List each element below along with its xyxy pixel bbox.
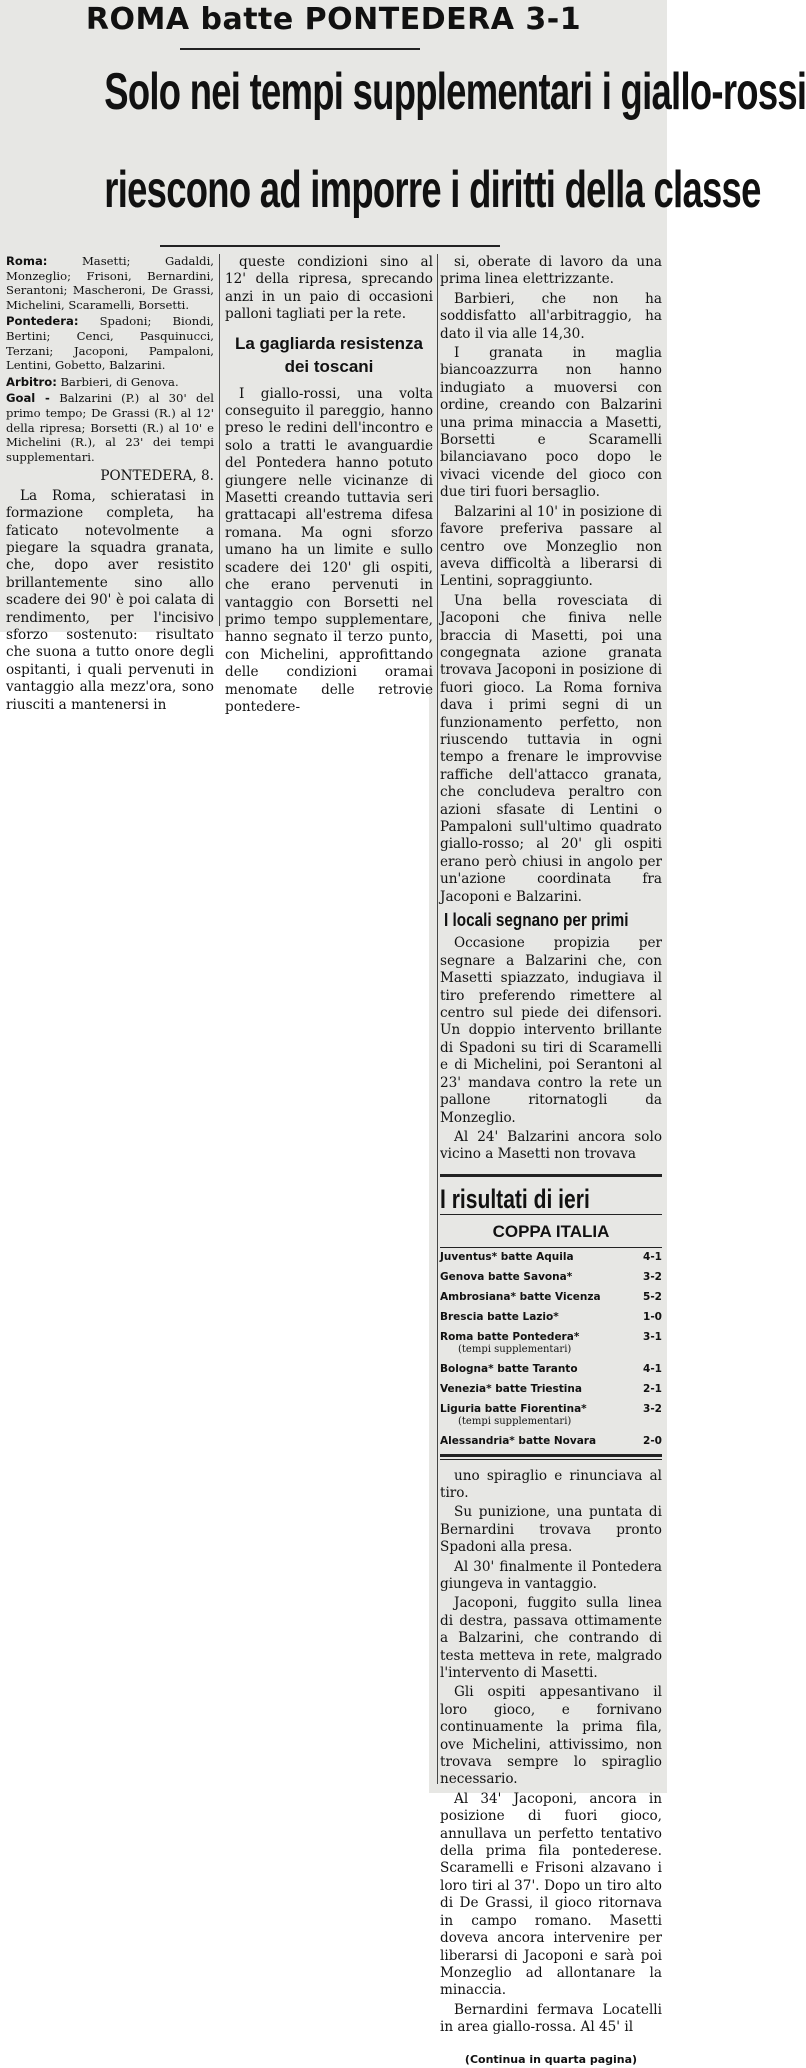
paragraph: Jacoponi, fuggito sulla linea di destra, passava ottimamente a Balzarini, che contrando di testa metteva in rete, malgrado l'intervento di Masetti.: [440, 1595, 662, 1681]
result-note: (tempi supplementari): [458, 1343, 572, 1355]
result-score: 3-1: [643, 1330, 662, 1343]
paragraph: Gli ospiti appesantivano il loro gioco, e fornivano continuamente la prima fila, ove Michelini, attivissimo, non trovava sempre lo spiraglio necessario.: [440, 1684, 662, 1788]
paragraph: Su punizione, una puntata di Bernardini trovava pronto Spadoni alla presa.: [440, 1504, 662, 1556]
paragraph: Al 30' finalmente il Pontedera giungeva in vantaggio.: [440, 1558, 662, 1592]
result-score: 4-1: [643, 1362, 662, 1375]
result-row: [440, 1310, 662, 1324]
paragraph: I granata in maglia biancoazzurra non hanno indugiato a muoversi con ordine, creando con Balzarini una prima minaccia a Masetti, Borsetti e Scaramelli bilanciavano poco dopo le vivaci vicende del gioco con due tiri fuori bersaglio.: [440, 345, 662, 501]
headline-rule: [160, 245, 500, 247]
paragraph: uno spiraglio e rinunciava al tiro.: [440, 1467, 662, 1501]
result-score: 1-0: [643, 1310, 662, 1323]
paragraph: Bernardini fermava Locatelli in area giallo-rossa. Al 45' il: [440, 2001, 662, 2036]
section-rule: [440, 1247, 662, 1248]
results-title: I risultati di ieri: [440, 1183, 590, 1214]
result-match: Juventus* batte Aquila: [440, 1250, 574, 1263]
result-row: [440, 1382, 662, 1396]
section-rule: [440, 1459, 662, 1460]
result-match: Alessandria* batte Novara: [440, 1434, 597, 1447]
paragraph: Barbieri, che non ha soddisfatto all'arbitraggio, ha dato il via alle 14,30.: [440, 290, 662, 342]
headline-line-1: Solo nei tempi supplementari i giallo-rossi: [104, 63, 806, 121]
headline-line-2: riescono ad imporre i diritti della classe: [104, 161, 761, 219]
result-score: 5-2: [643, 1290, 662, 1303]
section-rule: [440, 1174, 662, 1177]
kicker-title: ROMA batte PONTEDERA 3-1: [85, 2, 582, 37]
column-divider: [219, 254, 220, 626]
subheading: I locali segnano per primi: [444, 910, 629, 931]
column-1: [6, 254, 214, 716]
paragraph: Balzarini al 10' in posizione di favore preferiva passare al centro ove Monzeglio non aveva difficoltà a liberarsi di Lentini, sopraggiunto.: [440, 503, 662, 590]
result-match: Genova batte Savona*: [440, 1270, 573, 1283]
section-rule: [440, 1454, 662, 1457]
lineup-arbitro: Arbitro: Barbieri, di Genova.: [6, 374, 179, 389]
paragraph: Al 34' Jacoponi, ancora in posizione di fuori gioco, annullava un perfetto tentativo della prima fila pontederese. Scaramelli e Frisoni alzavano i loro tiri al 37'. Dopo un tiro alto di De Grassi, il gioco ritornava in campo romano. Masetti doveva ancora intervenire per liberarsi di Jacoponi e sarà poi Monzeglio ad allontanare la minaccia.: [440, 1790, 662, 1999]
result-match: Bologna* batte Taranto: [440, 1362, 578, 1375]
continued-note: (Continua in quarta pagina): [464, 2052, 638, 2066]
result-row: [440, 1330, 662, 1356]
result-score: 2-0: [643, 1434, 662, 1447]
result-match: Brescia batte Lazio*: [440, 1310, 559, 1323]
dateline: PONTEDERA, 8.: [100, 468, 214, 485]
kicker-rule: [180, 48, 420, 50]
lineup-roma: Roma: Masetti; Gadaldi, Monzeglio; Frisoni, Bernardini, Serantoni; Mascheroni, De Grassi, Michelini, Scaramelli, Borsetti.: [6, 254, 214, 312]
paragraph: Una bella rovesciata di Jacoponi che finiva nelle braccia di Masetti, poi una congegnata azione granata trovava Jacoponi in posizione di fuori gioco. La Roma forniva dava i primi segni di un funzionamento perfetto, non riuscendo tuttavia in ogni tempo a frenare le improvvise raffiche dell'attacco granata, che concludeva peraltro con azioni sfasate di Lentini o Pampaloni sull'ultimo quadrato giallo-rosso; al 20' gli ospiti erano però chiusi in angolo per un'azione coordinata fra Jacoponi e Balzarini.: [440, 592, 662, 905]
paragraph: Occasione propizia per segnare a Balzarini che, con Masetti spiazzato, indugiava il tiro preferendo rimettere al centro sul piede dei difensori. Un doppio intervento brillante di Spadoni su tiri di Scaramelli e di Michelini, poi Serantoni al 23' mandava contro la rete un pallone ritornatogli da Monzeglio.: [440, 935, 662, 1126]
results-list: [440, 1250, 662, 1448]
result-match: Ambrosiana* batte Vicenza: [440, 1290, 601, 1303]
competition-title: COPPA ITALIA: [492, 1222, 610, 1242]
result-score: 4-1: [643, 1250, 662, 1263]
column-3: [440, 254, 662, 2068]
paragraph: La Roma, schieratasi in formazione completa, ha faticato notevolmente a piegare la squadra granata, che, dopo aver resistito brillantemente sino allo scadere dei 90' è poi calata di rendimento, per l'incisivo sforzo sostenuto: risultato che suona a tutto onore degli ospitanti, i quali pervenuti in vantaggio alla mezz'ora, sono riusciti a mantenersi in: [6, 487, 214, 713]
result-score: 2-1: [643, 1382, 662, 1395]
result-score: 3-2: [643, 1270, 662, 1283]
result-row: [440, 1402, 662, 1428]
paragraph: si, oberate di lavoro da una prima linea elettrizzante.: [440, 254, 662, 288]
result-score: 3-2: [643, 1402, 662, 1415]
result-row: [440, 1270, 662, 1284]
result-note: (tempi supplementari): [458, 1415, 572, 1427]
column-divider: [437, 254, 438, 1784]
result-match: Roma batte Pontedera*: [440, 1330, 580, 1343]
result-row: [440, 1434, 662, 1448]
lineup-goal: Goal - Balzarini (P.) al 30' del primo tempo; De Grassi (R.) al 12' della ripresa; Borsetti (R.) al 10' e Michelini (R.), al 23' dei tempi supplementari.: [6, 391, 214, 464]
result-match: Venezia* batte Triestina: [440, 1382, 582, 1395]
section-rule: [440, 1214, 662, 1215]
column-2: [225, 254, 433, 718]
paragraph: queste condizioni sino al 12' della ripresa, sprecando anzi in un paio di occasioni palloni tagliati per la rete.: [225, 254, 433, 323]
subheading: La gagliarda resistenza dei toscani: [234, 333, 424, 376]
result-row: [440, 1250, 662, 1264]
result-match: Liguria batte Fiorentina*: [440, 1402, 587, 1415]
paragraph: I giallo-rossi, una volta conseguito il pareggio, hanno preso le redini dell'incontro e solo a tratti le avanguardie del Pontedera hanno potuto giungere nelle vicinanze di Masetti creando tuttavia seri grattacapi all'estrema difesa romana. Ma ogni sforzo umano ha un limite e sullo scadere dei 120' gli ospiti, che erano pervenuti in vantaggio con Borsetti nel primo tempo supplementare, hanno segnato il terzo punto, con Michelini, approfittando delle condizioni oramai menomate delle retrovie pontedere-: [225, 385, 433, 715]
result-row: [440, 1290, 662, 1304]
paragraph: Al 24' Balzarini ancora solo vicino a Masetti non trovava: [440, 1128, 662, 1163]
result-row: [440, 1362, 662, 1376]
lineup-pontedera: Pontedera: Spadoni; Biondi, Bertini; Cenci, Pasquinucci, Terzani; Jacoponi, Pampaloni, Lentini, Gobetto, Balzarini.: [6, 314, 214, 373]
